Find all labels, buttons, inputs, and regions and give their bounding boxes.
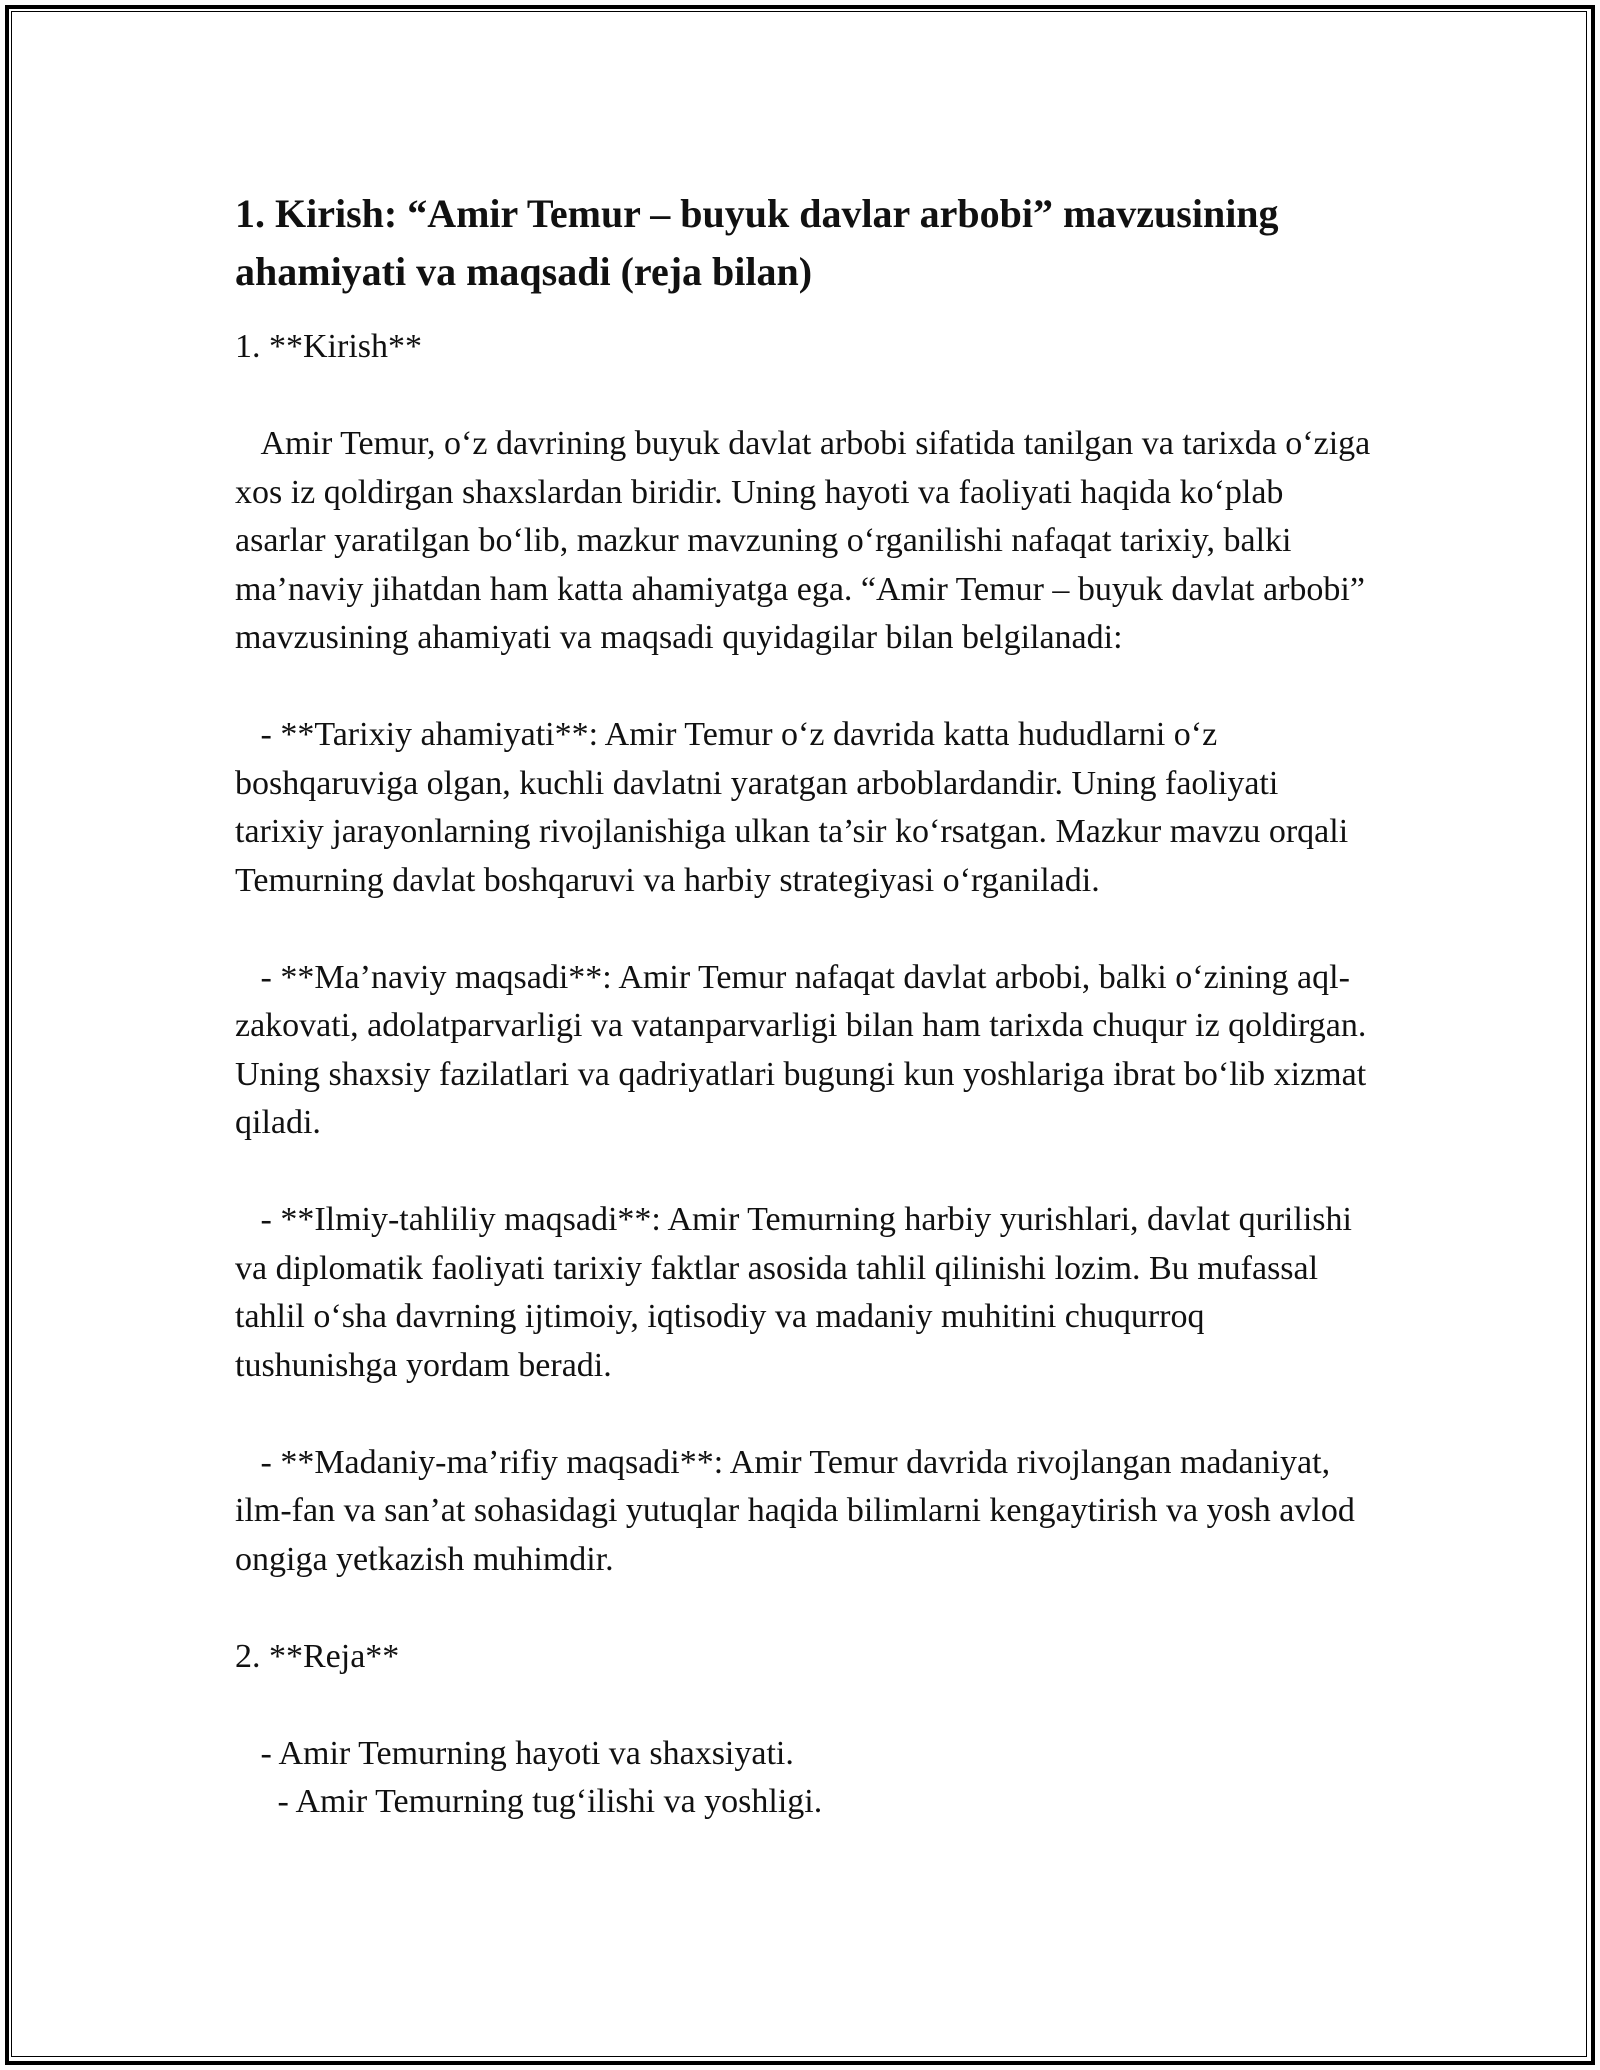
section-heading-reja: 2. **Reja**	[235, 1637, 400, 1675]
paragraph-spacer	[235, 663, 1375, 712]
document-body	[235, 185, 1379, 1827]
paragraph-spacer	[235, 1148, 1375, 1197]
list-item-manaviy-maqsadi: - **Ma’naviy maqsadi**: Amir Temur nafaqat davlat arbobi, balki o‘zining aql-zakovati, adolatparvarligi va vatanparvarligi bilan ham tarixda chuqur iz qoldirgan. Uning shaxsiy fazilatlari va qadriyatlari bugungi kun yoshlariga ibrat bo‘lib xizmat qiladi.	[235, 958, 1375, 1141]
paragraph-spacer	[235, 1681, 1375, 1730]
paragraph-spacer	[235, 1390, 1375, 1439]
paragraph-spacer	[235, 905, 1375, 954]
document-title: 1. Kirish: “Amir Temur – buyuk davlar arbobi” mavzusining ahamiyati va maqsadi (reja bilan)	[235, 191, 1279, 294]
list-item-madaniy-marifiy-maqsadi: - **Madaniy-ma’rifiy maqsadi**: Amir Temur davrida rivojlangan madaniyat, ilm-fan va san’at sohasidagi yutuqlar haqida bilimlarni kengaytirish va yosh avlod ongiga yetkazish muhimdir.	[235, 1443, 1364, 1578]
section-heading-kirish: 1. **Kirish**	[235, 328, 422, 365]
reja-list: - Amir Temurning hayoti va shaxsiyati. - Amir Temurning tug‘ilishi va yoshligi.	[260, 1734, 823, 1820]
list-item-tarixiy-ahamiyati: - **Tarixiy ahamiyati**: Amir Temur o‘z davrida katta hududlarni o‘z boshqaruviga olgan, kuchli davlatni yaratgan arboblardandir. Uning faoliyati tarixiy jarayonlarning rivojlanishiga ulkan ta’sir ko‘rsatgan. Mazkur mavzu orqali Temurning davlat boshqaruvi va harbiy strategiyasi o‘rganiladi.	[235, 716, 1357, 899]
paragraph-spacer	[235, 372, 1375, 421]
paragraph-spacer	[235, 1584, 1375, 1633]
intro-paragraph: Amir Temur, o‘z davrining buyuk davlat arbobi sifatida tanilgan va tarixda o‘ziga xos iz qoldirgan shaxslardan biridir. Uning hayoti va faoliyati haqida ko‘plab asarlar yaratilgan bo‘lib, mazkur mavzuning o‘rganilishi nafaqat tarixiy, balki ma’naviy jihatdan ham katta ahamiyatga ega. “Amir Temur – buyuk davlat arbobi” mavzusining ahamiyati va maqsadi quyidagilar bilan belgilanadi:	[235, 425, 1379, 656]
list-item-ilmiy-tahliliy-maqsadi: - **Ilmiy-tahliliy maqsadi**: Amir Temurning harbiy yurishlari, davlat qurilishi va diplomatik faoliyati tarixiy faktlar asosida tahlil qilinishi lozim. Bu mufassal tahlil o‘sha davrning ijtimoiy, iqtisodiy va madaniy muhitini chuqurroq tushunishga yordam beradi.	[235, 1201, 1361, 1384]
